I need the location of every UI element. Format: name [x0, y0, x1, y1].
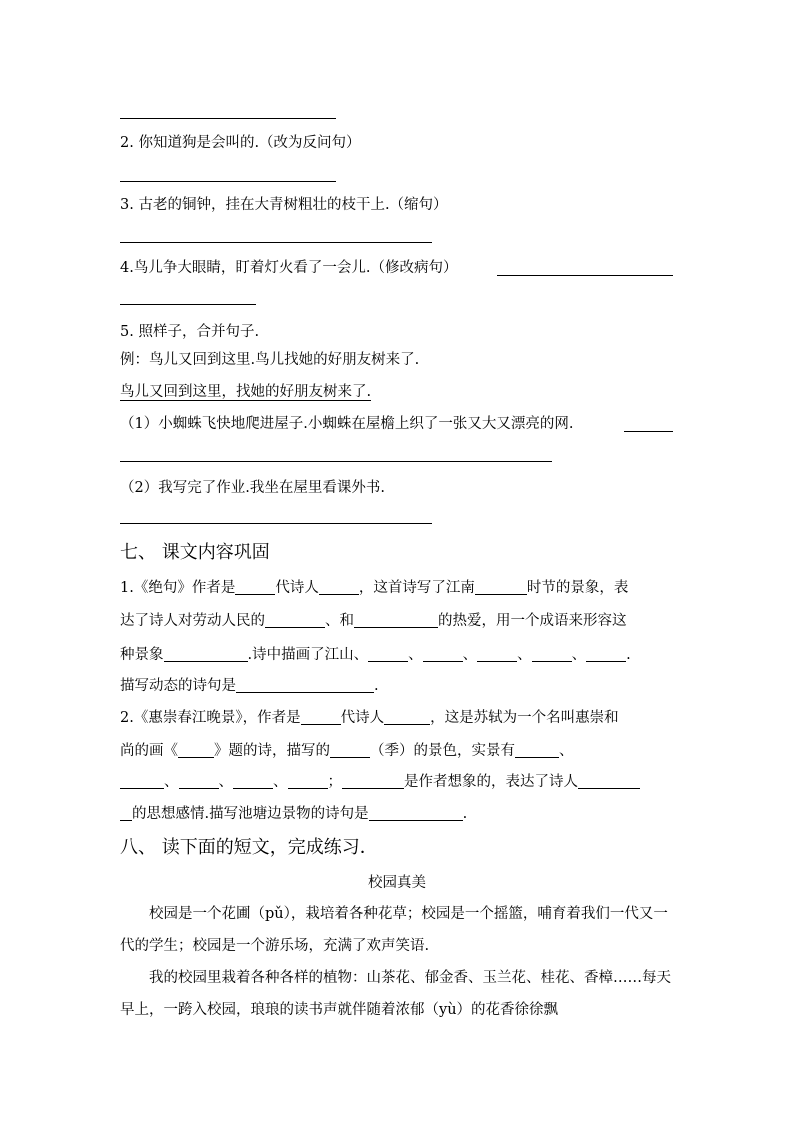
- answer-line-q3[interactable]: [120, 242, 432, 243]
- blank-s7q1-love2[interactable]: [354, 612, 438, 628]
- section-8-heading: 八、 读下面的短文，完成练习．: [120, 837, 378, 858]
- blank-s7q2-pond-line[interactable]: [369, 805, 463, 821]
- answer-line-q4a[interactable]: [497, 275, 673, 276]
- question-2: 2. 你知道狗是会叫的.（改为反问句）: [120, 135, 361, 151]
- article-paragraph-2: 我的校园里栽着各种各样的植物：山茶花、郁金香、玉兰花、桂花、香樟……每天早上，一跨入校园，琅琅的读书声就伴随着浓郁（yù）的花香徐徐飘: [120, 970, 671, 1018]
- blank-s7q1-love1[interactable]: [265, 612, 325, 628]
- blank-s7q1-dynasty[interactable]: [235, 579, 275, 595]
- s7-q2-line2: 尚的画《 》题的诗，描写的 （季）的景色，实景有 、: [120, 743, 574, 759]
- blank-s7q2-dynasty[interactable]: [301, 709, 341, 725]
- answer-line-q2[interactable]: [120, 181, 336, 182]
- blank-s7q2-real5[interactable]: [288, 773, 328, 789]
- s7-q1-line2: 达了诗人对劳动人民的 、和 的热爱，用一个成语来形容这: [120, 613, 627, 629]
- blank-s7q2-feeling-b[interactable]: [120, 805, 132, 821]
- question-3: 3. 古老的铜钟，挂在大青树粗壮的枝干上.（缩句）: [120, 197, 448, 213]
- blank-s7q2-season[interactable]: [330, 742, 370, 758]
- blank-s7q2-painting[interactable]: [178, 742, 214, 758]
- blank-s7q2-imagined[interactable]: [342, 773, 404, 789]
- blank-s7q1-scene5[interactable]: [586, 646, 626, 662]
- question-5-example: 例：鸟儿又回到这里.鸟儿找她的好朋友树来了.: [120, 352, 420, 368]
- blank-s7q2-real2[interactable]: [120, 773, 164, 789]
- s7-q2-line4: 的思想感情.描写池塘边景物的诗句是 .: [120, 804, 467, 824]
- s7-q1-line1: 1.《绝句》作者是 代诗人 ，这首诗写了江南 时节的景象，表: [120, 580, 629, 596]
- question-5: 5. 照样子，合并句子.: [120, 324, 260, 340]
- question-5-2: （2）我写完了作业.我坐在屋里看课外书.: [120, 480, 385, 496]
- article-paragraph-1: 校园是一个花圃（pǔ），栽培着各种花草；校园是一个摇篮，哺育着我们一代又一代的学生；校园是一个游乐场，充满了欢声笑语.: [120, 906, 668, 954]
- article-title: 校园真美: [368, 875, 426, 891]
- blank-s7q1-scene3[interactable]: [477, 646, 517, 662]
- s7-q1-line4: 描写动态的诗句是 .: [120, 678, 379, 694]
- blank-s7q2-feeling-a[interactable]: [578, 773, 640, 789]
- section-7-heading: 七、 课文内容巩固: [120, 542, 270, 563]
- blank-s7q1-poet[interactable]: [319, 579, 359, 595]
- blank-s7q2-real3[interactable]: [179, 773, 219, 789]
- answer-line-q1[interactable]: [120, 118, 336, 119]
- question-5-1: （1）小蜘蛛飞快地爬进屋子.小蜘蛛在屋檐上织了一张又大又漂亮的网.: [120, 416, 574, 432]
- answer-line-q5-1a[interactable]: [624, 431, 673, 432]
- s7-q2-line1: 2.《惠崇春江晚景》，作者是 代诗人 ，这是苏轼为一个名叫惠崇和: [120, 710, 619, 726]
- blank-s7q1-idiom[interactable]: [164, 646, 248, 662]
- blank-s7q1-dynamic-line[interactable]: [236, 677, 374, 693]
- answer-line-q5-2[interactable]: [120, 523, 432, 524]
- blank-s7q1-scene2[interactable]: [423, 646, 463, 662]
- answer-line-q4b[interactable]: [120, 304, 256, 305]
- blank-s7q2-real1[interactable]: [515, 742, 559, 758]
- answer-line-q5-1b[interactable]: [120, 461, 552, 462]
- blank-s7q1-scene4[interactable]: [532, 646, 572, 662]
- question-5-example-answer: 鸟儿又回到这里，找她的好朋友树来了.: [120, 384, 372, 400]
- s7-q2-line3: 、 、 、 ； 是作者想象的，表达了诗人: [120, 772, 640, 792]
- s7-q1-line3: 种景象 .诗中描画了江山、 、 、 、 、 .: [120, 647, 631, 663]
- blank-s7q1-season[interactable]: [475, 579, 527, 595]
- blank-s7q1-scene1[interactable]: [368, 646, 408, 662]
- blank-s7q2-real4[interactable]: [233, 773, 273, 789]
- blank-s7q2-poet[interactable]: [384, 709, 430, 725]
- question-4: 4.鸟儿争大眼睛，盯着灯火看了一会儿.（修改病句）: [120, 260, 458, 276]
